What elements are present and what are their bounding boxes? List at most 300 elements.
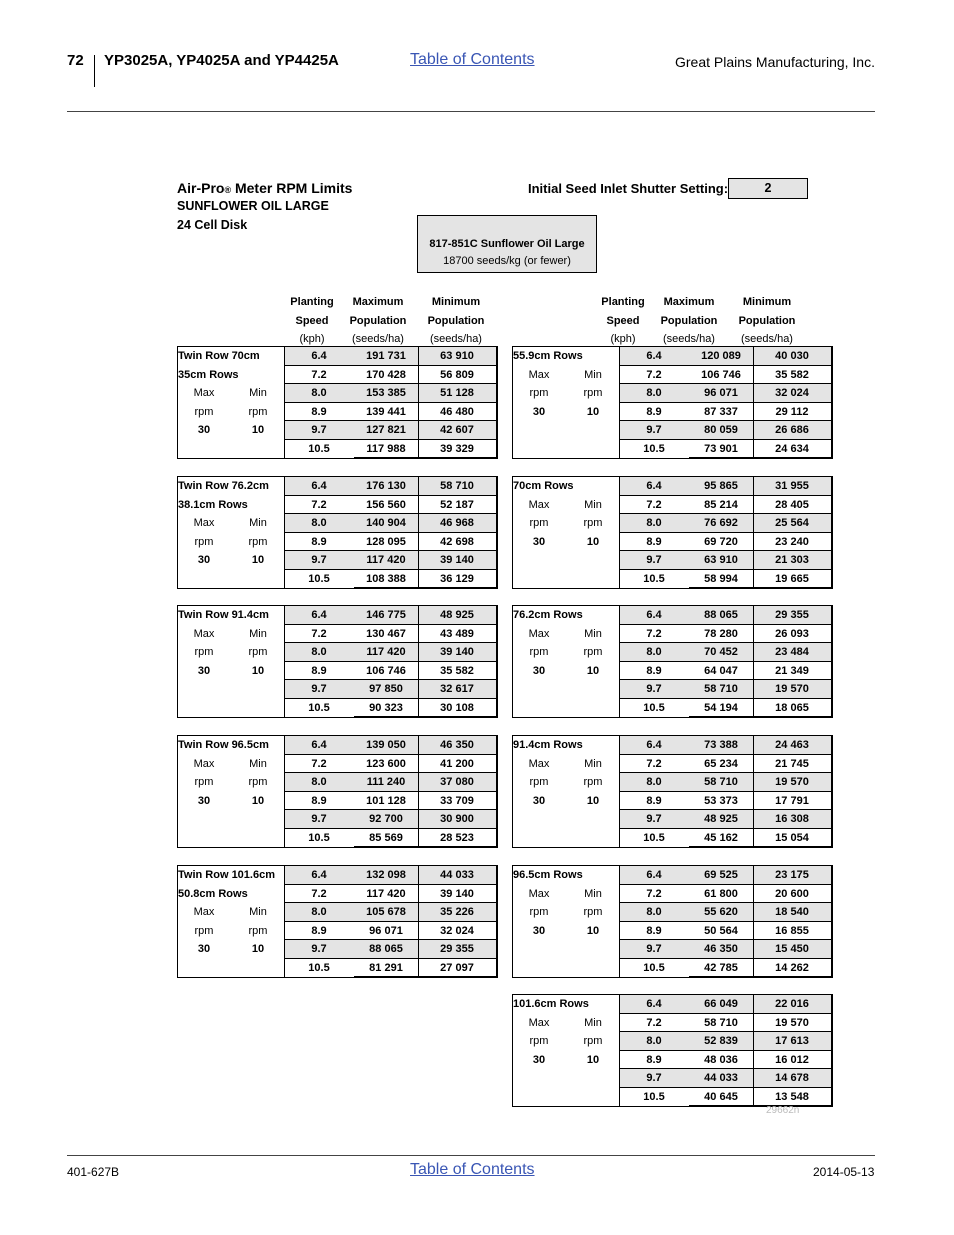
section-title-suffix: Meter RPM Limits bbox=[234, 180, 353, 196]
rpm-table-block bbox=[512, 865, 833, 978]
table-row bbox=[178, 959, 496, 978]
table-row bbox=[513, 755, 831, 774]
table-row bbox=[513, 903, 831, 922]
row-spacing-sublabel: 38.1cm Rows bbox=[178, 498, 248, 511]
speed-cell: 10.5 bbox=[643, 572, 665, 585]
col-header-min-left: Minimum Population (seeds/ha) bbox=[427, 296, 485, 346]
rpm-min-cell: 10 bbox=[251, 664, 265, 677]
column-divider bbox=[619, 606, 620, 717]
table-row bbox=[178, 551, 496, 570]
table-row bbox=[513, 736, 831, 755]
rpm-min-cell: rpm bbox=[248, 646, 268, 658]
rpm-max-cell: 30 bbox=[197, 794, 211, 807]
min-population-cell: 18 065 bbox=[753, 699, 831, 718]
rpm-max-cell: 30 bbox=[197, 943, 211, 955]
document-title: YP3025A, YP4025A and YP4425A bbox=[104, 52, 339, 69]
rpm-min-cell: Min bbox=[249, 387, 267, 399]
table-row bbox=[513, 829, 831, 848]
table-row bbox=[513, 940, 831, 959]
table-row bbox=[513, 384, 831, 403]
rpm-min-cell: rpm bbox=[248, 405, 268, 418]
table-row bbox=[513, 866, 831, 885]
min-population-cell: 37 080 bbox=[418, 773, 496, 792]
disk-info-box bbox=[417, 215, 597, 273]
speed-cell: 6.4 bbox=[284, 866, 354, 885]
min-population-cell: 23 240 bbox=[753, 533, 831, 552]
max-population-cell: 153 385 bbox=[354, 384, 418, 403]
max-population-cell: 108 388 bbox=[354, 570, 418, 589]
speed-cell: 10.5 bbox=[643, 831, 665, 844]
min-population-cell: 39 140 bbox=[418, 551, 496, 570]
rpm-table-block bbox=[512, 994, 833, 1107]
table-row bbox=[178, 866, 496, 885]
max-population-cell: 127 821 bbox=[354, 421, 418, 440]
table-row bbox=[178, 903, 496, 922]
max-population-cell: 65 234 bbox=[689, 755, 753, 774]
speed-cell: 10.5 bbox=[308, 442, 330, 455]
max-population-cell: 132 098 bbox=[354, 866, 418, 885]
speed-cell: 8.0 bbox=[284, 643, 354, 662]
speed-cell: 7.2 bbox=[284, 496, 354, 515]
table-row bbox=[178, 885, 496, 904]
speed-cell: 8.0 bbox=[284, 514, 354, 533]
min-population-cell: 51 128 bbox=[418, 384, 496, 403]
disk-type: 24 Cell Disk bbox=[177, 218, 248, 232]
rpm-max-cell: 30 bbox=[197, 424, 211, 436]
speed-cell: 7.2 bbox=[284, 625, 354, 644]
table-row bbox=[513, 885, 831, 904]
table-row bbox=[513, 995, 831, 1014]
max-population-cell: 106 746 bbox=[689, 366, 753, 385]
rpm-min-cell: rpm bbox=[583, 906, 603, 918]
rpm-max-cell: rpm bbox=[194, 405, 214, 418]
speed-cell: 7.2 bbox=[619, 625, 689, 644]
rpm-max-cell: Max bbox=[193, 627, 215, 640]
speed-cell: 7.2 bbox=[619, 496, 689, 515]
rpm-max-cell: Max bbox=[193, 517, 215, 529]
speed-cell: 8.9 bbox=[284, 533, 354, 552]
min-population-cell: 46 968 bbox=[418, 514, 496, 533]
max-population-cell: 54 194 bbox=[689, 699, 753, 718]
table-row bbox=[513, 810, 831, 829]
rpm-max-cell: rpm bbox=[529, 906, 549, 918]
rpm-table-block bbox=[512, 605, 833, 718]
rpm-max-cell: 30 bbox=[532, 924, 546, 937]
table-row bbox=[513, 570, 831, 589]
min-population-cell: 35 582 bbox=[418, 662, 496, 681]
table-row bbox=[178, 606, 496, 625]
speed-cell: 9.7 bbox=[284, 551, 354, 570]
table-row bbox=[513, 1088, 831, 1107]
max-population-cell: 58 710 bbox=[689, 680, 753, 699]
max-population-cell: 50 564 bbox=[689, 922, 753, 941]
column-divider bbox=[753, 995, 754, 1106]
row-spacing-sublabel: 50.8cm Rows bbox=[178, 887, 248, 900]
max-population-cell: 123 600 bbox=[354, 755, 418, 774]
rpm-min-cell: rpm bbox=[248, 776, 268, 788]
table-row bbox=[513, 551, 831, 570]
min-population-cell: 15 054 bbox=[753, 829, 831, 848]
rpm-min-cell: rpm bbox=[583, 646, 603, 658]
rpm-table-block bbox=[177, 605, 498, 718]
speed-cell: 7.2 bbox=[284, 366, 354, 385]
max-population-cell: 53 373 bbox=[689, 792, 753, 811]
min-population-cell: 19 665 bbox=[753, 570, 831, 589]
min-population-cell: 48 925 bbox=[418, 606, 496, 625]
rpm-min-cell: rpm bbox=[583, 517, 603, 529]
row-spacing-label: Twin Row 70cm bbox=[178, 350, 260, 362]
table-row bbox=[178, 347, 496, 366]
speed-cell: 9.7 bbox=[619, 1069, 689, 1088]
rpm-min-cell: rpm bbox=[583, 776, 603, 788]
speed-cell: 8.9 bbox=[284, 662, 354, 681]
rpm-min-cell: rpm bbox=[583, 387, 603, 399]
speed-cell: 9.7 bbox=[284, 940, 354, 959]
footer-rule bbox=[67, 1155, 875, 1156]
max-population-cell: 88 065 bbox=[689, 606, 753, 625]
section-title bbox=[177, 180, 352, 196]
min-population-cell: 21 303 bbox=[753, 551, 831, 570]
table-row bbox=[513, 1032, 831, 1051]
rpm-min-cell: Min bbox=[584, 498, 602, 511]
rpm-min-cell: 10 bbox=[586, 664, 600, 677]
max-population-cell: 146 775 bbox=[354, 606, 418, 625]
max-population-cell: 48 036 bbox=[689, 1051, 753, 1070]
rpm-min-cell: rpm bbox=[583, 1035, 603, 1047]
table-row bbox=[513, 662, 831, 681]
table-row bbox=[513, 477, 831, 496]
min-population-cell: 29 355 bbox=[753, 606, 831, 625]
table-row bbox=[513, 347, 831, 366]
max-population-cell: 87 337 bbox=[689, 403, 753, 422]
max-population-cell: 117 420 bbox=[354, 643, 418, 662]
speed-cell: 8.0 bbox=[619, 773, 689, 792]
min-population-cell: 46 350 bbox=[418, 736, 496, 755]
max-population-cell: 69 720 bbox=[689, 533, 753, 552]
max-population-cell: 52 839 bbox=[689, 1032, 753, 1051]
min-population-cell: 16 855 bbox=[753, 922, 831, 941]
max-population-cell: 130 467 bbox=[354, 625, 418, 644]
rpm-max-cell: 30 bbox=[532, 664, 546, 677]
table-row bbox=[513, 514, 831, 533]
row-spacing-label: Twin Row 96.5cm bbox=[178, 739, 269, 751]
rpm-max-cell: Max bbox=[193, 757, 215, 770]
speed-cell: 9.7 bbox=[284, 680, 354, 699]
rpm-min-cell: Min bbox=[249, 757, 267, 770]
speed-cell: 10.5 bbox=[308, 961, 330, 974]
speed-cell: 9.7 bbox=[619, 421, 689, 440]
max-population-cell: 58 710 bbox=[689, 1014, 753, 1033]
speed-cell: 6.4 bbox=[284, 736, 354, 755]
max-population-cell: 66 049 bbox=[689, 995, 753, 1014]
column-divider bbox=[753, 606, 754, 717]
shutter-setting-value: 2 bbox=[728, 178, 808, 199]
max-population-cell: 90 323 bbox=[354, 699, 418, 718]
max-population-cell: 106 746 bbox=[354, 662, 418, 681]
rpm-max-cell: 30 bbox=[532, 405, 546, 418]
max-population-cell: 139 050 bbox=[354, 736, 418, 755]
speed-cell: 8.9 bbox=[284, 403, 354, 422]
speed-cell: 8.0 bbox=[619, 1032, 689, 1051]
max-population-cell: 40 645 bbox=[689, 1088, 753, 1107]
speed-cell: 6.4 bbox=[284, 477, 354, 496]
rpm-max-cell: Max bbox=[528, 887, 550, 900]
speed-cell: 10.5 bbox=[308, 572, 330, 585]
rpm-max-cell: Max bbox=[528, 627, 550, 640]
max-population-cell: 73 388 bbox=[689, 736, 753, 755]
speed-cell: 9.7 bbox=[619, 940, 689, 959]
publication-date: 2014-05-13 bbox=[813, 1165, 875, 1179]
speed-cell: 8.9 bbox=[619, 792, 689, 811]
min-population-cell: 21 745 bbox=[753, 755, 831, 774]
speed-cell: 9.7 bbox=[619, 810, 689, 829]
row-spacing-label: Twin Row 76.2cm bbox=[178, 480, 269, 492]
table-row bbox=[178, 922, 496, 941]
speed-cell: 9.7 bbox=[284, 810, 354, 829]
max-population-cell: 128 095 bbox=[354, 533, 418, 552]
speed-cell: 6.4 bbox=[619, 995, 689, 1014]
min-population-cell: 33 709 bbox=[418, 792, 496, 811]
registered-mark: ® bbox=[224, 185, 232, 195]
speed-cell: 9.7 bbox=[619, 551, 689, 570]
speed-cell: 10.5 bbox=[308, 701, 330, 714]
min-population-cell: 40 030 bbox=[753, 347, 831, 366]
speed-cell: 9.7 bbox=[284, 421, 354, 440]
min-population-cell: 17 791 bbox=[753, 792, 831, 811]
max-population-cell: 111 240 bbox=[354, 773, 418, 792]
min-population-cell: 26 686 bbox=[753, 421, 831, 440]
table-row bbox=[513, 959, 831, 978]
max-population-cell: 85 569 bbox=[354, 829, 418, 848]
row-spacing-sublabel: 35cm Rows bbox=[178, 368, 239, 381]
speed-cell: 8.0 bbox=[619, 384, 689, 403]
table-row bbox=[513, 496, 831, 515]
column-divider bbox=[418, 347, 419, 458]
table-row bbox=[178, 366, 496, 385]
table-row bbox=[178, 755, 496, 774]
speed-cell: 8.0 bbox=[619, 643, 689, 662]
speed-cell: 6.4 bbox=[619, 347, 689, 366]
min-population-cell: 63 910 bbox=[418, 347, 496, 366]
max-population-cell: 81 291 bbox=[354, 959, 418, 978]
min-population-cell: 35 226 bbox=[418, 903, 496, 922]
max-population-cell: 92 700 bbox=[354, 810, 418, 829]
rpm-min-cell: 10 bbox=[251, 794, 265, 807]
row-spacing-label: 101.6cm Rows bbox=[513, 998, 589, 1010]
table-row bbox=[513, 922, 831, 941]
rpm-table-block bbox=[177, 865, 498, 978]
figure-id: 29662n bbox=[766, 1105, 800, 1116]
table-of-contents-link-bottom[interactable]: Table of Contents bbox=[410, 1161, 535, 1178]
column-divider bbox=[284, 866, 285, 977]
shutter-setting-label: Initial Seed Inlet Shutter Setting: bbox=[528, 181, 729, 196]
min-population-cell: 16 012 bbox=[753, 1051, 831, 1070]
max-population-cell: 96 071 bbox=[689, 384, 753, 403]
min-population-cell: 52 187 bbox=[418, 496, 496, 515]
rpm-max-cell: rpm bbox=[194, 924, 214, 937]
rpm-min-cell: Min bbox=[584, 368, 602, 381]
max-population-cell: 63 910 bbox=[689, 551, 753, 570]
table-row bbox=[513, 643, 831, 662]
table-row bbox=[513, 773, 831, 792]
min-population-cell: 44 033 bbox=[418, 866, 496, 885]
rpm-min-cell: Min bbox=[249, 517, 267, 529]
min-population-cell: 39 140 bbox=[418, 643, 496, 662]
min-population-cell: 29 112 bbox=[753, 403, 831, 422]
max-population-cell: 170 428 bbox=[354, 366, 418, 385]
speed-cell: 10.5 bbox=[643, 1090, 665, 1103]
max-population-cell: 42 785 bbox=[689, 959, 753, 978]
rpm-max-cell: Max bbox=[193, 906, 215, 918]
rpm-max-cell: 30 bbox=[532, 535, 546, 548]
rpm-max-cell: 30 bbox=[197, 664, 211, 677]
max-population-cell: 85 214 bbox=[689, 496, 753, 515]
rpm-min-cell: 10 bbox=[251, 424, 265, 436]
rpm-max-cell: Max bbox=[193, 387, 215, 399]
speed-cell: 9.7 bbox=[619, 680, 689, 699]
table-row bbox=[178, 773, 496, 792]
speed-cell: 6.4 bbox=[619, 477, 689, 496]
speed-cell: 6.4 bbox=[619, 866, 689, 885]
table-row bbox=[178, 680, 496, 699]
rpm-max-cell: Max bbox=[528, 757, 550, 770]
rpm-table-block bbox=[177, 346, 498, 459]
max-population-cell: 101 128 bbox=[354, 792, 418, 811]
table-row bbox=[178, 496, 496, 515]
min-population-cell: 26 093 bbox=[753, 625, 831, 644]
table-row bbox=[513, 533, 831, 552]
rpm-max-cell: 30 bbox=[532, 794, 546, 807]
rpm-min-cell: Min bbox=[584, 1016, 602, 1029]
rpm-max-cell: rpm bbox=[529, 776, 549, 788]
speed-cell: 6.4 bbox=[619, 736, 689, 755]
table-row bbox=[178, 829, 496, 848]
rpm-min-cell: rpm bbox=[248, 924, 268, 937]
max-population-cell: 191 731 bbox=[354, 347, 418, 366]
rpm-min-cell: Min bbox=[249, 906, 267, 918]
speed-cell: 6.4 bbox=[619, 606, 689, 625]
max-population-cell: 69 525 bbox=[689, 866, 753, 885]
max-population-cell: 78 280 bbox=[689, 625, 753, 644]
max-population-cell: 117 988 bbox=[354, 440, 418, 459]
max-population-cell: 70 452 bbox=[689, 643, 753, 662]
document-number: 401-627B bbox=[67, 1165, 120, 1179]
table-row bbox=[178, 440, 496, 459]
max-population-cell: 96 071 bbox=[354, 922, 418, 941]
min-population-cell: 25 564 bbox=[753, 514, 831, 533]
row-spacing-label: 76.2cm Rows bbox=[513, 609, 583, 621]
column-divider bbox=[418, 606, 419, 717]
max-population-cell: 156 560 bbox=[354, 496, 418, 515]
min-population-cell: 16 308 bbox=[753, 810, 831, 829]
rpm-min-cell: 10 bbox=[586, 535, 600, 548]
column-divider bbox=[753, 736, 754, 847]
table-row bbox=[178, 662, 496, 681]
column-divider bbox=[753, 477, 754, 588]
table-row bbox=[513, 625, 831, 644]
max-population-cell: 58 710 bbox=[689, 773, 753, 792]
column-divider bbox=[284, 606, 285, 717]
max-population-cell: 120 089 bbox=[689, 347, 753, 366]
column-divider bbox=[284, 736, 285, 847]
min-population-cell: 21 349 bbox=[753, 662, 831, 681]
table-row bbox=[513, 366, 831, 385]
min-population-cell: 14 262 bbox=[753, 959, 831, 978]
rpm-min-cell: 10 bbox=[586, 405, 600, 418]
table-row bbox=[178, 625, 496, 644]
speed-cell: 7.2 bbox=[284, 885, 354, 904]
max-population-cell: 117 420 bbox=[354, 551, 418, 570]
table-row bbox=[178, 421, 496, 440]
min-population-cell: 46 480 bbox=[418, 403, 496, 422]
table-row bbox=[178, 810, 496, 829]
min-population-cell: 23 484 bbox=[753, 643, 831, 662]
table-row bbox=[513, 403, 831, 422]
rpm-max-cell: rpm bbox=[194, 535, 214, 548]
min-population-cell: 27 097 bbox=[418, 959, 496, 978]
min-population-cell: 19 570 bbox=[753, 680, 831, 699]
column-divider bbox=[284, 347, 285, 458]
section-title-prefix: Air-Pro bbox=[177, 180, 225, 196]
table-row bbox=[513, 1014, 831, 1033]
row-spacing-label: 55.9cm Rows bbox=[513, 350, 583, 362]
rpm-min-cell: 10 bbox=[586, 1053, 600, 1066]
min-population-cell: 24 463 bbox=[753, 736, 831, 755]
max-population-cell: 76 692 bbox=[689, 514, 753, 533]
speed-cell: 10.5 bbox=[308, 831, 330, 844]
rpm-max-cell: 30 bbox=[532, 1053, 546, 1066]
table-row bbox=[178, 533, 496, 552]
table-of-contents-link-top[interactable]: Table of Contents bbox=[410, 51, 535, 68]
min-population-cell: 15 450 bbox=[753, 940, 831, 959]
table-row bbox=[513, 1069, 831, 1088]
table-row bbox=[178, 792, 496, 811]
speed-cell: 8.9 bbox=[619, 922, 689, 941]
max-population-cell: 139 441 bbox=[354, 403, 418, 422]
min-population-cell: 14 678 bbox=[753, 1069, 831, 1088]
speed-cell: 7.2 bbox=[619, 366, 689, 385]
max-population-cell: 44 033 bbox=[689, 1069, 753, 1088]
col-header-max-right: Maximum Population (seeds/ha) bbox=[660, 296, 718, 346]
speed-cell: 10.5 bbox=[643, 442, 665, 455]
rpm-max-cell: rpm bbox=[194, 646, 214, 658]
min-population-cell: 42 698 bbox=[418, 533, 496, 552]
column-divider bbox=[418, 736, 419, 847]
table-row bbox=[178, 570, 496, 589]
rpm-max-cell: Max bbox=[528, 1016, 550, 1029]
min-population-cell: 39 140 bbox=[418, 885, 496, 904]
rpm-table-block bbox=[177, 476, 498, 589]
min-population-cell: 17 613 bbox=[753, 1032, 831, 1051]
rpm-max-cell: Max bbox=[528, 498, 550, 511]
rpm-table-block bbox=[512, 346, 833, 459]
column-divider bbox=[753, 347, 754, 458]
min-population-cell: 43 489 bbox=[418, 625, 496, 644]
column-divider bbox=[619, 347, 620, 458]
speed-cell: 8.9 bbox=[284, 792, 354, 811]
rpm-min-cell: 10 bbox=[586, 794, 600, 807]
table-row bbox=[513, 680, 831, 699]
min-population-cell: 36 129 bbox=[418, 570, 496, 589]
table-row bbox=[178, 736, 496, 755]
table-row bbox=[513, 699, 831, 718]
table-row bbox=[178, 403, 496, 422]
max-population-cell: 64 047 bbox=[689, 662, 753, 681]
col-header-min-right: Minimum Population (seeds/ha) bbox=[738, 296, 796, 346]
company-name: Great Plains Manufacturing, Inc. bbox=[675, 54, 875, 70]
min-population-cell: 56 809 bbox=[418, 366, 496, 385]
max-population-cell: 46 350 bbox=[689, 940, 753, 959]
